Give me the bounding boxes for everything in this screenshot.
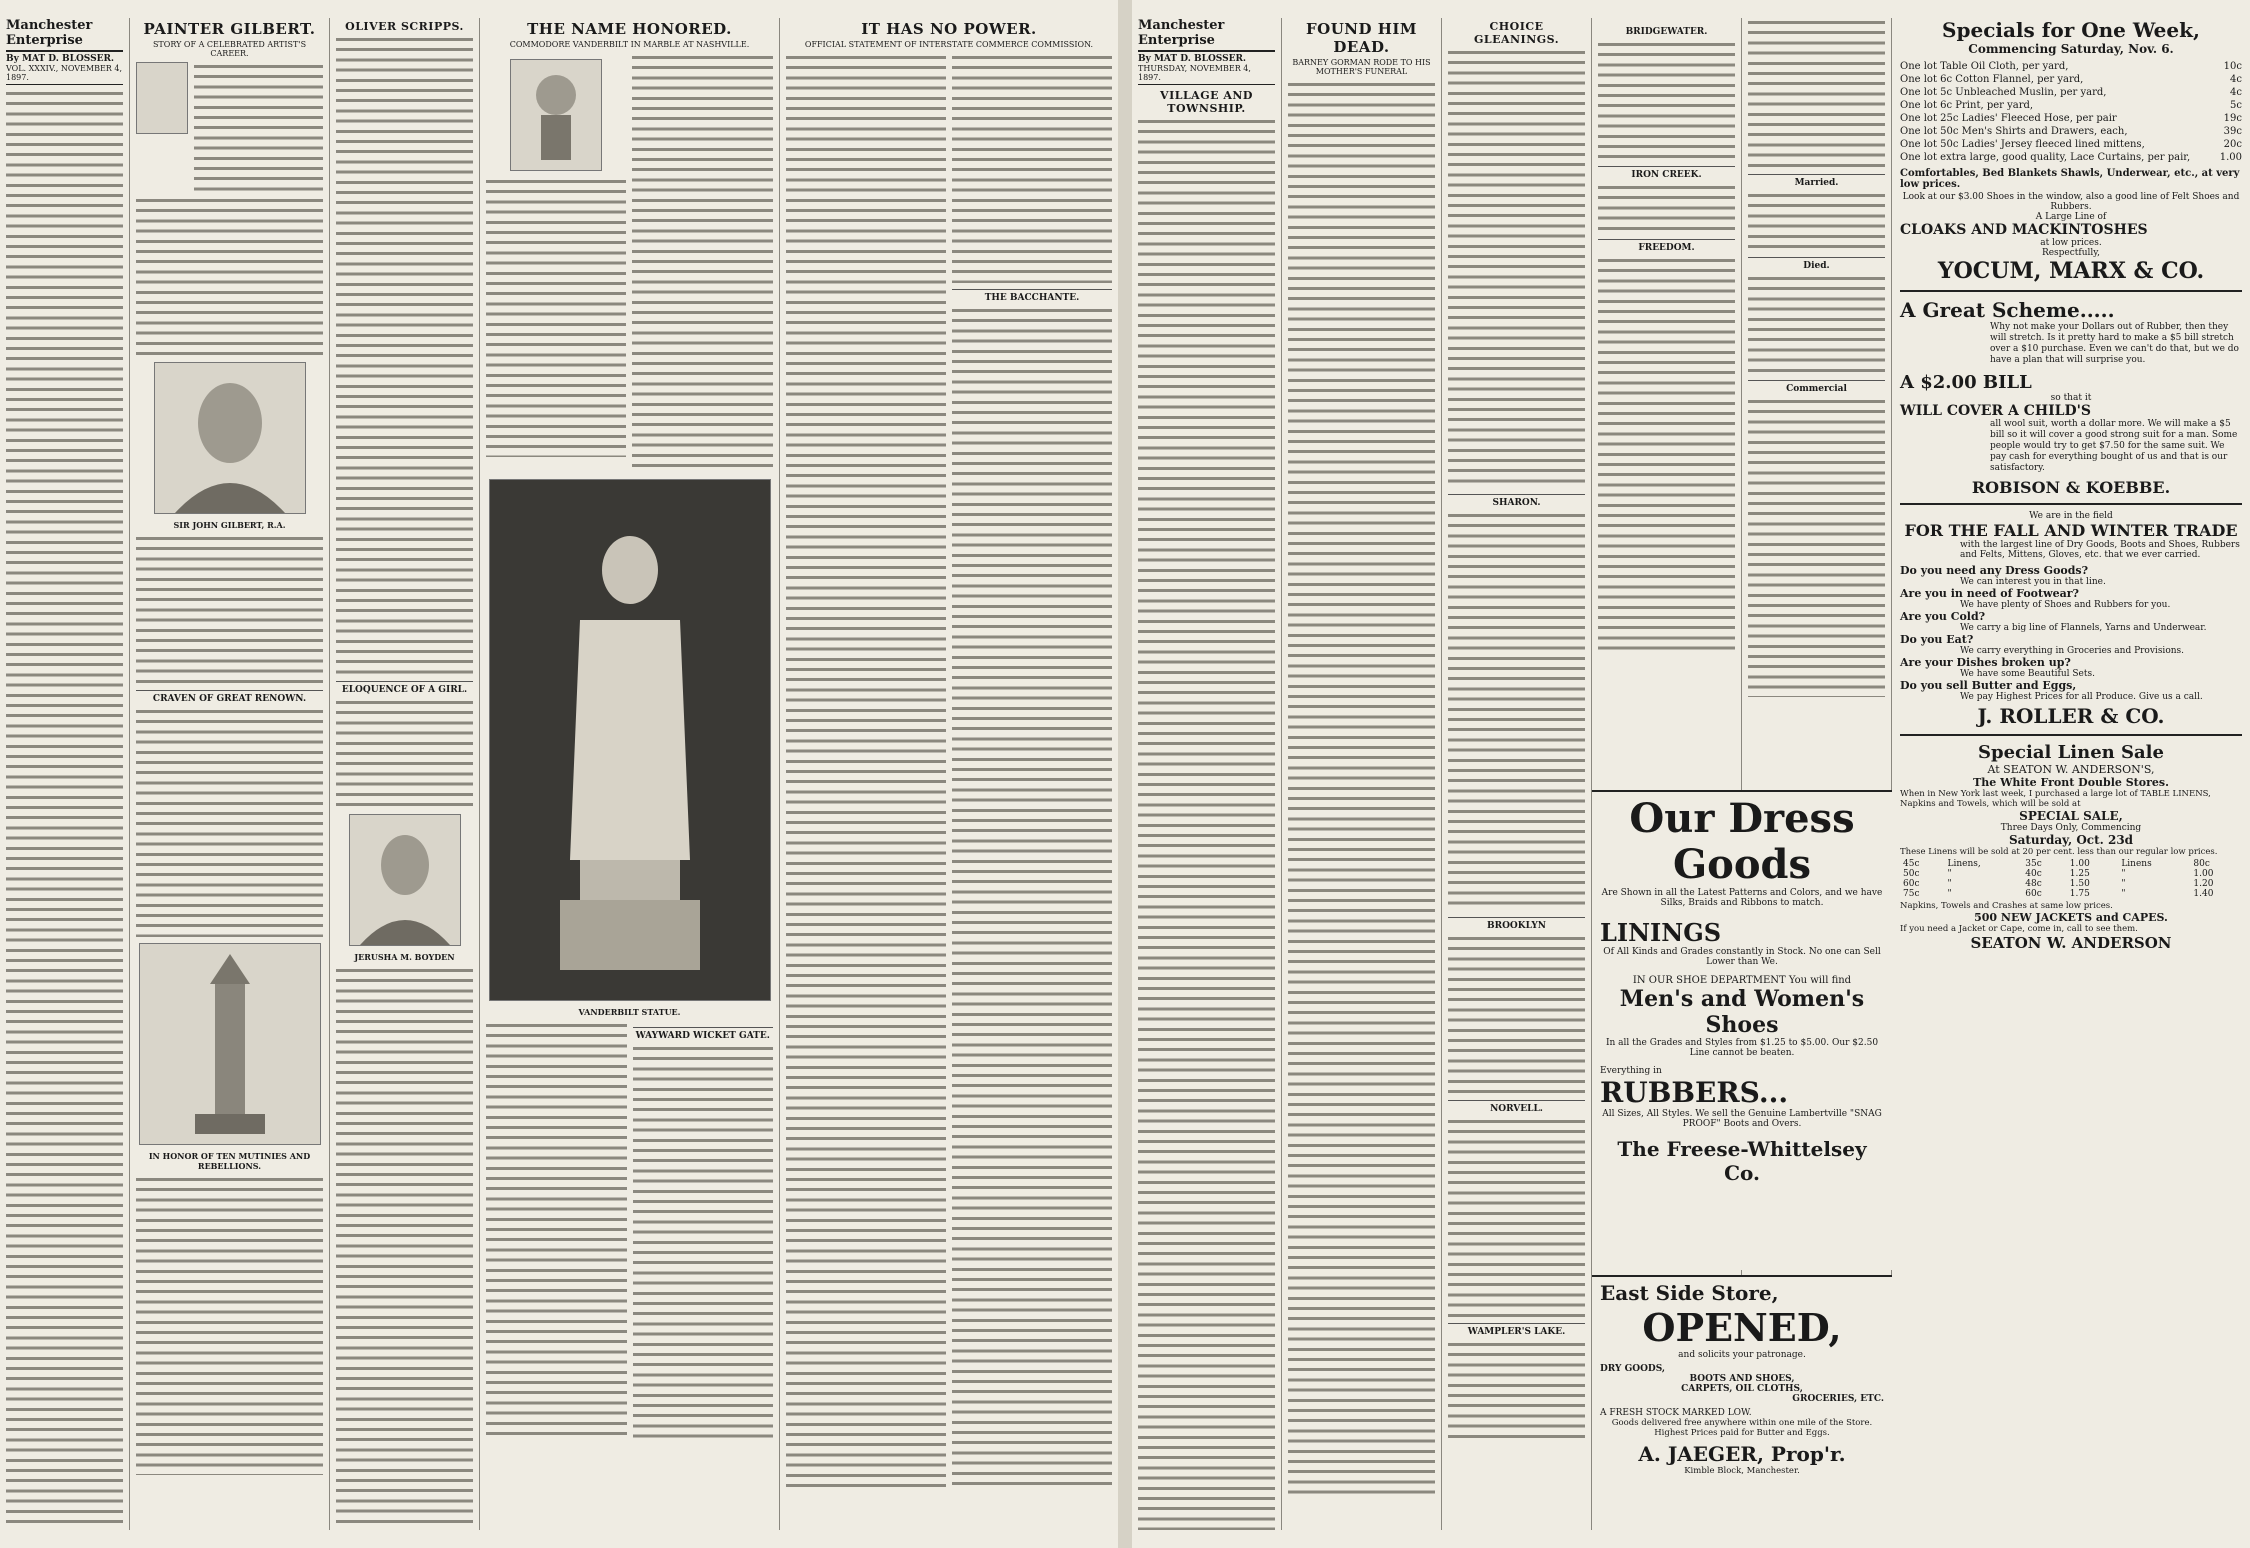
portrait-icon <box>136 62 188 134</box>
issue-date: THURSDAY, NOVEMBER 4, 1897. <box>1138 64 1275 85</box>
article-text <box>952 53 1112 283</box>
article-text <box>1288 80 1435 1500</box>
article-text <box>136 196 323 356</box>
ad-text: Look at our $3.00 Shoes in the window, also a good line of Felt Shoes and Rubbers. <box>1902 192 2240 212</box>
ad-text: all wool suit, worth a dollar more. We will make a $5 bill so it will cover a good strong suit for a man. Some people would try to get $7.50 for the same suit. We pay cash for everything bought of us and that is our satisfactory. <box>1990 419 2238 473</box>
ad-heading: RUBBERS... <box>1600 1076 1789 1109</box>
ad-company: The Freese-Whittelsey Co. <box>1617 1137 1867 1185</box>
ad-text: A FRESH STOCK MARKED LOW. <box>1600 1408 1752 1418</box>
linen-cell: 1.25 <box>2069 869 2090 879</box>
ad-text: IN OUR SHOE DEPARTMENT You will find <box>1632 975 1852 986</box>
ad-company: ROBISON & KOEBBE. <box>1971 478 2171 497</box>
ad-text: Are Shown in all the Latest Patterns and Colors, and we have Silks, Braids and Ribbons to match. <box>1601 888 1883 908</box>
article-text <box>136 707 323 937</box>
ad-question: Do you need any Dress Goods? <box>1900 564 2089 577</box>
linen-cell: " <box>1947 889 1952 899</box>
left-col-1 <box>0 18 130 1530</box>
section-heading: THE BACCHANTE. <box>952 289 1112 303</box>
special-item-price: 19c <box>2223 113 2242 124</box>
ad-item: CARPETS, OIL CLOTHS, <box>1681 1384 1803 1394</box>
article-text <box>1598 183 1735 233</box>
ad-text: Three Days Only, Commencing <box>2000 823 2142 833</box>
linen-cell: 1.20 <box>2193 879 2214 889</box>
ad-text: Napkins, Towels and Crashes at same low prices. <box>1900 901 2113 911</box>
linen-cell: 40c <box>2025 869 2042 879</box>
linen-cell: 45c <box>1903 859 1920 869</box>
ad-text: We have some Beautiful Sets. <box>1960 669 2095 679</box>
special-item-label: One lot Table Oil Cloth, per yard, <box>1900 61 2069 72</box>
headline: FOUND HIM DEAD. <box>1305 20 1418 56</box>
ad-company: YOCUM, MARX & CO. <box>1937 258 2205 284</box>
ad-company: SEATON W. ANDERSON <box>1970 934 2172 952</box>
special-item-label: One lot extra large, good quality, Lace Curtains, per pair, <box>1900 152 2191 163</box>
ad-text: Of All Kinds and Grades constantly in Stock. No one can Sell Lower than We. <box>1603 947 1881 967</box>
ad-company: A. JAEGER, Prop'r. <box>1638 1442 1846 1466</box>
article-text <box>1448 1117 1585 1317</box>
ad-text: When in New York last week, I purchased a large lot of TABLE LINENS, Napkins and Towels, which will be sold at <box>1900 789 2211 809</box>
linen-cell: 60c <box>2025 889 2042 899</box>
linen-row <box>1900 889 2242 899</box>
ad-text: We are in the field <box>2029 511 2113 521</box>
article-text <box>136 534 323 684</box>
special-item-label: One lot 25c Ladies' Fleeced Hose, per pair <box>1900 113 2117 124</box>
ad-heading: Men's and Women's Shoes <box>1619 986 1865 1038</box>
special-item-label: One lot 6c Print, per yard, <box>1900 100 2034 111</box>
byline: By MAT D. BLOSSER. <box>6 54 115 64</box>
special-item-price: 39c <box>2223 126 2242 137</box>
linen-cell: 1.50 <box>2069 879 2090 889</box>
right-col-3 <box>1442 18 1592 1530</box>
ad-heading: A $2.00 BILL <box>1900 372 2032 393</box>
ad-item: BOOTS AND SHOES, <box>1689 1374 1795 1384</box>
section-heading: CRAVEN OF GREAT RENOWN. <box>136 690 323 704</box>
article-text <box>1138 117 1275 1530</box>
vanderbilt-statue-image <box>489 479 771 1001</box>
section-heading: Married. <box>1748 174 1885 188</box>
ad-title: FOR THE FALL AND WINTER TRADE <box>1904 521 2238 540</box>
linen-cell: " <box>1947 879 1952 889</box>
ad-text: A Large Line of <box>2035 212 2107 222</box>
article-text <box>786 53 946 1493</box>
figure-caption: SIR JOHN GILBERT, R.A. <box>173 520 286 531</box>
headline: IT HAS NO POWER. <box>861 20 1037 38</box>
ad-subtitle: Commencing Saturday, Nov. 6. <box>1968 42 2174 56</box>
section-heading: IRON CREEK. <box>1598 166 1735 180</box>
linen-cell: 1.75 <box>2069 889 2090 899</box>
section-heading: CHOICE GLEANINGS. <box>1473 20 1560 46</box>
ad-heading: CLOAKS AND MACKINTOSHES <box>1900 222 2148 238</box>
monument-icon <box>140 944 320 1144</box>
masthead: Manchester Enterprise <box>1138 18 1275 52</box>
portrait-boyden <box>349 814 461 946</box>
section-heading: Commercial <box>1748 380 1885 394</box>
ad-heading: WILL COVER A CHILD'S <box>1900 403 2092 419</box>
ad-text: Why not make your Dollars out of Rubber, then they will stretch. Is it pretty hard to make a $5 bill stretch over a $10 purchase. Even we can't do that, but we do have a plan that will surprise you. <box>1990 322 2239 365</box>
ad-title: A Great Scheme..... <box>1900 298 2115 322</box>
specials-list <box>1900 60 2242 164</box>
figure-caption: JERUSHA M. BOYDEN <box>354 952 455 962</box>
linen-cell: " <box>2121 879 2126 889</box>
headline: THE NAME HONORED. <box>527 20 732 38</box>
ad-item: GROCERIES, ETC. <box>1792 1394 1884 1404</box>
ad-text: In all the Grades and Styles from $1.25 to $5.00. Our $2.50 Line cannot be beaten. <box>1605 1038 1879 1058</box>
linen-cell: 48c <box>2025 879 2042 889</box>
linen-cell: 50c <box>1903 869 1920 879</box>
special-item <box>1900 73 2242 86</box>
ad-text: The White Front Double Stores. <box>1973 776 2169 789</box>
ad-item: DRY GOODS, <box>1600 1364 1666 1374</box>
ad-question: Do you Eat? <box>1900 633 1974 646</box>
ad-text: and solicits your patronage. <box>1678 1350 1806 1360</box>
article-text <box>136 1175 323 1475</box>
monument-illustration <box>139 943 321 1145</box>
article-text <box>336 35 473 675</box>
article-text <box>632 53 773 473</box>
section-heading: BRIDGEWATER. <box>1625 27 1708 37</box>
left-newspaper-page <box>0 0 1118 1548</box>
article-text <box>1598 256 1735 656</box>
left-col-5 <box>780 18 1118 1530</box>
linen-cell: 35c <box>2025 859 2042 869</box>
article-text <box>336 966 473 1526</box>
headline: PAINTER GILBERT. <box>143 20 316 38</box>
article-text <box>1448 511 1585 911</box>
page-gutter <box>1118 0 1132 1548</box>
portrait-icon <box>155 363 305 513</box>
ad-text: All Sizes, All Styles. We sell the Genuine Lambertville "SNAG PROOF" Boots and Overs. <box>1602 1109 1882 1129</box>
right-newspaper-page <box>1132 0 2250 1548</box>
ad-text: Comfortables, Bed Blankets Shawls, Underwear, etc., at very low prices. <box>1900 168 2240 190</box>
ad-heading: OPENED, <box>1642 1305 1842 1350</box>
ad-text: At SEATON W. ANDERSON'S, <box>1987 763 2155 776</box>
ad-question: Do you sell Butter and Eggs, <box>1900 679 2077 692</box>
right-ads-column <box>1892 18 2250 1530</box>
ad-text: If you need a Jacket or Cape, come in, call to see them. <box>1900 924 2138 934</box>
special-item-price: 1.00 <box>2219 152 2242 163</box>
figure-caption: VANDERBILT STATUE. <box>578 1007 681 1018</box>
subhead: COMMODORE VANDERBILT IN MARBLE AT NASHVILLE. <box>509 40 750 49</box>
special-item-label: One lot 5c Unbleached Muslin, per yard, <box>1900 87 2107 98</box>
section-heading: BROOKLYN <box>1448 917 1585 931</box>
ad-text: so that it <box>2050 393 2092 403</box>
special-item-label: One lot 50c Men's Shirts and Drawers, each, <box>1900 126 2128 137</box>
ad-question: Are you Cold? <box>1900 610 1986 623</box>
subhead: OFFICIAL STATEMENT OF INTERSTATE COMMERCE COMMISSION. <box>804 40 1094 49</box>
left-col-4 <box>480 18 780 1530</box>
left-col-2 <box>130 18 330 1530</box>
left-col-3 <box>330 18 480 1530</box>
section-heading: ELOQUENCE OF A GIRL. <box>336 681 473 695</box>
article-text <box>486 1021 627 1441</box>
special-item-price: 4c <box>2230 74 2242 85</box>
east-side-store-ad <box>1592 1275 1892 1530</box>
article-text <box>952 306 1112 1486</box>
ad-text: Goods delivered free anywhere within one mile of the Store. <box>1611 1418 1873 1428</box>
ad-text: Kimble Block, Manchester. <box>1684 1466 1800 1476</box>
ad-text: We pay Highest Prices for all Produce. Give us a call. <box>1960 692 2203 702</box>
statue-icon <box>490 480 770 1000</box>
article-text <box>1748 274 1885 374</box>
article-text <box>1448 48 1585 488</box>
portrait-icon <box>350 815 460 945</box>
special-item <box>1900 151 2242 164</box>
article-text <box>336 698 473 808</box>
ad-text: Everything in <box>1600 1066 1662 1076</box>
dress-goods-ad <box>1592 790 1892 1270</box>
article-text <box>1748 397 1885 697</box>
ad-title: Special Linen Sale <box>1978 742 2164 763</box>
ad-heading: 500 NEW JACKETS and CAPES. <box>1974 911 2168 924</box>
ad-question: Are your Dishes broken up? <box>1900 656 2071 669</box>
special-item-label: One lot 50c Ladies' Jersey fleeced lined mittens, <box>1900 139 2145 150</box>
cartoon-illustration <box>510 59 602 171</box>
subhead: STORY OF A CELEBRATED ARTIST'S CAREER. <box>152 40 307 59</box>
linen-cell: 75c <box>1903 889 1920 899</box>
ad-text: with the largest line of Dry Goods, Boots and Shoes, Rubbers and Felts, Mittens, Gloves, etc. that we ever carried. <box>1960 540 2240 560</box>
ad-text: at low prices. <box>2040 238 2102 248</box>
subhead: BARNEY GORMAN RODE TO HIS MOTHER'S FUNERAL <box>1292 58 1431 77</box>
ad-text: Respectfully, <box>2041 248 2101 258</box>
ad-question: Are you in need of Footwear? <box>1900 587 2079 600</box>
special-item <box>1900 112 2242 125</box>
ad-heading: LININGS <box>1600 918 1722 947</box>
section-heading: Died. <box>1748 257 1885 271</box>
ad-text: We have plenty of Shoes and Rubbers for you. <box>1960 600 2171 610</box>
linen-cell: Linens <box>2121 859 2152 869</box>
special-item-price: 10c <box>2223 61 2242 72</box>
special-item-price: 20c <box>2223 139 2242 150</box>
section-heading: WAMPLER'S LAKE. <box>1448 1323 1585 1337</box>
linen-cell: 80c <box>2193 859 2210 869</box>
article-text <box>633 1044 774 1444</box>
article-text <box>1448 934 1585 1094</box>
ad-title: Specials for One Week, <box>1942 18 2200 42</box>
figure-caption: IN HONOR OF TEN MUTINIES AND REBELLIONS. <box>148 1151 311 1172</box>
linen-row <box>1900 869 2242 879</box>
linen-cell: Linens, <box>1947 859 1981 869</box>
section-heading: VILLAGE AND TOWNSHIP. <box>1160 89 1253 115</box>
ad-text: We can interest you in that line. <box>1960 577 2106 587</box>
article-text <box>1748 18 1885 168</box>
ad-heading: East Side Store, <box>1600 1281 1779 1305</box>
headline: OLIVER SCRIPPS. <box>345 20 464 33</box>
article-text <box>6 89 123 1530</box>
cartoon-icon <box>511 60 601 170</box>
special-item-label: One lot 6c Cotton Flannel, per yard, <box>1900 74 2084 85</box>
special-item <box>1900 125 2242 138</box>
masthead: Manchester Enterprise <box>6 18 123 52</box>
section-heading: WAYWARD WICKET GATE. <box>633 1027 774 1041</box>
linen-price-table <box>1900 859 2242 899</box>
ad-company: J. ROLLER & CO. <box>1977 704 2165 728</box>
special-item-price: 4c <box>2230 87 2242 98</box>
article-text <box>1598 40 1735 160</box>
ad-text: These Linens will be sold at 20 per cent. less than our regular low prices. <box>1900 847 2218 857</box>
article-text <box>486 177 626 457</box>
linen-cell: 60c <box>1903 879 1920 889</box>
linen-cell: 1.00 <box>2069 859 2090 869</box>
linen-row <box>1900 879 2242 889</box>
linen-cell: " <box>1947 869 1952 879</box>
ad-title: Our Dress Goods <box>1629 795 1855 888</box>
article-text <box>1748 191 1885 251</box>
issue-date: VOL. XXXIV., NOVEMBER 4, 1897. <box>6 64 123 85</box>
special-item <box>1900 60 2242 73</box>
ad-text: Highest Prices paid for Butter and Eggs. <box>1654 1428 1830 1438</box>
section-heading: NORVELL. <box>1448 1100 1585 1114</box>
section-heading: SHARON. <box>1448 494 1585 508</box>
ad-heading: SPECIAL SALE, <box>2019 809 2123 823</box>
linen-row <box>1900 859 2242 869</box>
article-text <box>194 62 323 192</box>
ad-heading: Saturday, Oct. 23d <box>2008 833 2134 847</box>
right-col-1 <box>1132 18 1282 1530</box>
ad-text: We carry a big line of Flannels, Yarns and Underwear. <box>1960 623 2207 633</box>
linen-cell: 1.00 <box>2193 869 2214 879</box>
ad-text: We carry everything in Groceries and Provisions. <box>1960 646 2185 656</box>
linen-cell: 1.40 <box>2193 889 2214 899</box>
special-item <box>1900 86 2242 99</box>
linen-cell: " <box>2121 869 2126 879</box>
section-heading: FREEDOM. <box>1598 239 1735 253</box>
special-item <box>1900 138 2242 151</box>
right-col-2 <box>1282 18 1442 1530</box>
special-item <box>1900 99 2242 112</box>
portrait-gilbert <box>154 362 306 514</box>
special-item-price: 5c <box>2230 100 2242 111</box>
byline: By MAT D. BLOSSER. <box>1138 54 1247 64</box>
article-text <box>1448 1340 1585 1440</box>
linen-cell: " <box>2121 889 2126 899</box>
